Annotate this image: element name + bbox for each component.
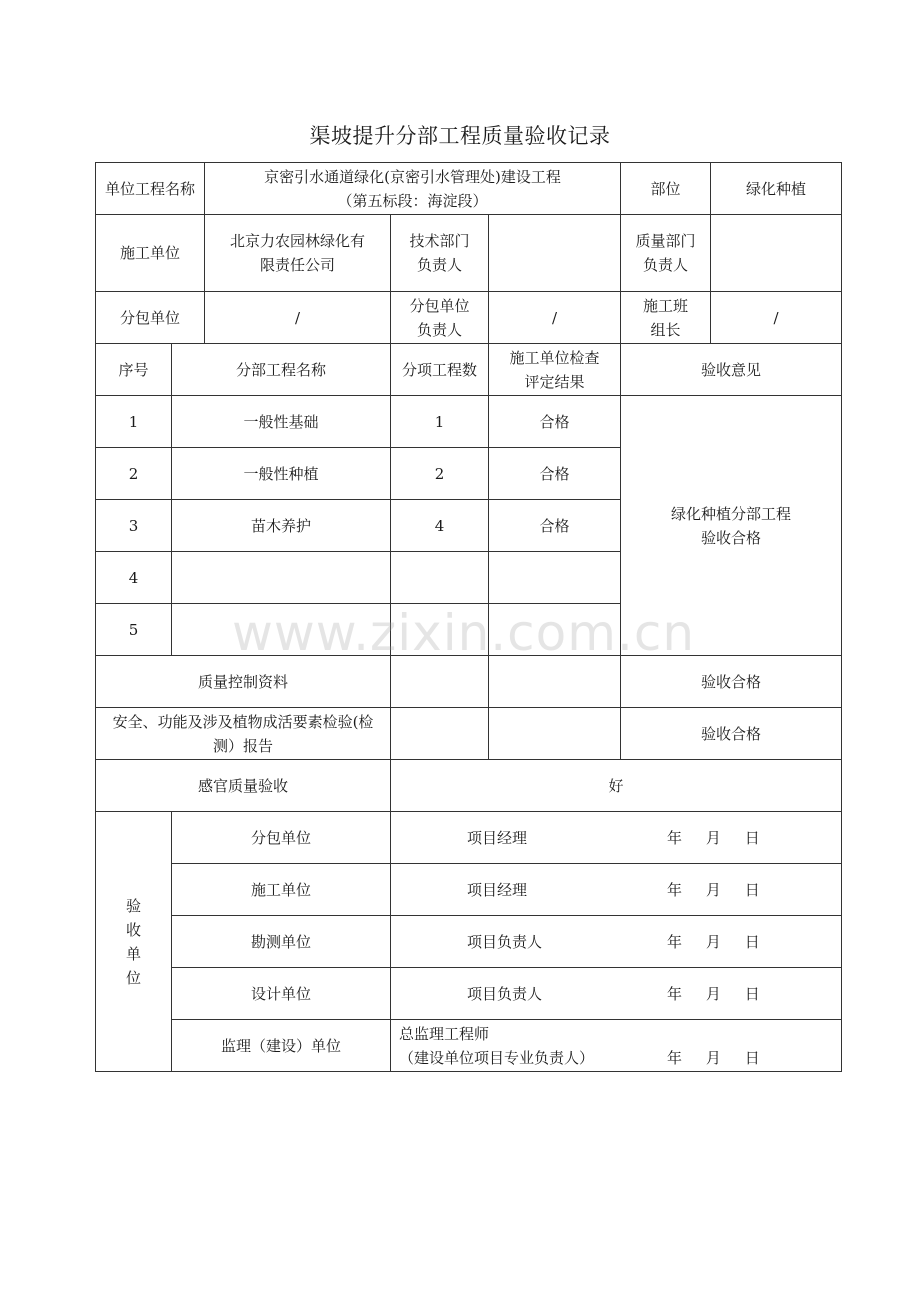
acceptance-units-char: 验 — [125, 896, 141, 915]
unit-project-row — [96, 163, 842, 215]
acceptance-opinion — [621, 396, 842, 656]
unit-project-label: 单位工程名称 — [96, 163, 205, 215]
construction-unit-value — [205, 215, 391, 292]
subcontract-lead-label — [391, 292, 489, 344]
signature-field — [391, 916, 842, 968]
watermark: www.zixin.com.cn — [232, 604, 696, 662]
quality-dept-label — [621, 215, 711, 292]
part-label: 部位 — [621, 163, 711, 215]
safety-report-label-line2: 测）报告 — [213, 736, 274, 755]
row-count: 1 — [391, 396, 489, 448]
row-result: 合格 — [489, 500, 621, 552]
signature-unit: 监理（建设）单位 — [172, 1020, 391, 1072]
signature-date: 年 月 日 — [667, 880, 760, 899]
safety-report-count — [391, 708, 489, 760]
acceptance-units-char: 单 — [125, 944, 141, 963]
row-no: 2 — [96, 448, 172, 500]
construction-unit-value-line1: 北京力农园林绿化有 — [230, 232, 366, 250]
subcontract-value: / — [205, 292, 391, 344]
signature-role-line2: （建设单位项目专业负责人） — [399, 1049, 595, 1067]
signature-role-line1: 总监理工程师 — [399, 1025, 490, 1043]
team-lead-label — [621, 292, 711, 344]
acceptance-opinion-line1: 绿化种植分部工程 — [671, 504, 792, 523]
subcontract-lead-label-line2: 负责人 — [417, 320, 463, 339]
signature-role: 项目经理 — [467, 828, 528, 847]
quality-data-count — [391, 656, 489, 708]
row-name: 苗木养护 — [172, 500, 391, 552]
row-name: 一般性基础 — [172, 396, 391, 448]
signature-role: 项目负责人 — [467, 932, 543, 951]
col-check-line2: 评定结果 — [524, 372, 585, 391]
acceptance-units-char: 收 — [125, 920, 141, 939]
team-lead-label-line1: 施工班 — [643, 296, 689, 315]
col-check-header — [489, 344, 621, 396]
quality-data-row — [96, 656, 842, 708]
signature-unit: 勘测单位 — [172, 916, 391, 968]
sensory-quality-label: 感官质量验收 — [96, 760, 391, 812]
signature-unit: 分包单位 — [172, 812, 391, 864]
quality-dept-label-line1: 质量部门 — [635, 232, 696, 250]
signature-date: 年 月 日 — [667, 1049, 760, 1067]
row-no: 5 — [96, 604, 172, 656]
tech-dept-value — [489, 215, 621, 292]
unit-project-value-line2: （第五标段：海淀段） — [337, 191, 488, 210]
row-result: 合格 — [489, 448, 621, 500]
signature-row — [96, 968, 842, 1020]
signature-row — [96, 812, 842, 864]
unit-project-value — [205, 163, 621, 215]
sensory-quality-row — [96, 760, 842, 812]
tech-dept-label — [391, 215, 489, 292]
construction-unit-row — [96, 215, 842, 292]
subcontract-row — [96, 292, 842, 344]
subcontract-lead-value: / — [489, 292, 621, 344]
acceptance-units-label — [96, 812, 172, 1072]
row-no: 1 — [96, 396, 172, 448]
document-title: 渠坡提升分部工程质量验收记录 — [309, 124, 611, 148]
subcontract-label: 分包单位 — [96, 292, 205, 344]
row-count — [391, 604, 489, 656]
col-name-header: 分部工程名称 — [172, 344, 391, 396]
row-count: 2 — [391, 448, 489, 500]
quality-dept-value — [711, 215, 842, 292]
construction-unit-value-line2: 限责任公司 — [260, 256, 336, 274]
sensory-quality-value: 好 — [391, 760, 842, 812]
subcontract-lead-label-line1: 分包单位 — [409, 296, 470, 315]
tech-dept-label-line2: 负责人 — [417, 256, 463, 274]
signature-date: 年 月 日 — [667, 984, 760, 1003]
team-lead-label-line2: 组长 — [650, 320, 681, 339]
row-no: 3 — [96, 500, 172, 552]
quality-data-opinion: 验收合格 — [621, 656, 842, 708]
signature-role: 项目经理 — [467, 880, 528, 899]
col-no-header — [96, 344, 172, 396]
safety-report-label-line1: 安全、功能及涉及植物成活要素检验(检 — [112, 712, 374, 731]
signature-unit: 设计单位 — [172, 968, 391, 1020]
col-no-text: 序号 — [118, 360, 149, 379]
acceptance-record-table — [95, 162, 842, 1072]
row-result — [489, 604, 621, 656]
row-result — [489, 552, 621, 604]
part-value: 绿化种植 — [711, 163, 842, 215]
row-count — [391, 552, 489, 604]
col-opinion-header: 验收意见 — [621, 344, 842, 396]
quality-data-check — [489, 656, 621, 708]
construction-unit-label: 施工单位 — [96, 215, 205, 292]
acceptance-opinion-line2: 验收合格 — [701, 528, 762, 547]
acceptance-units-char: 位 — [125, 968, 141, 987]
signature-field — [391, 968, 842, 1020]
col-count-header: 分项工程数 — [391, 344, 489, 396]
signature-date: 年 月 日 — [667, 828, 760, 847]
signature-role: 项目负责人 — [467, 984, 543, 1003]
row-name: 一般性种植 — [172, 448, 391, 500]
row-no: 4 — [96, 552, 172, 604]
signature-row — [96, 1020, 842, 1072]
safety-report-label — [96, 708, 391, 760]
safety-report-opinion: 验收合格 — [621, 708, 842, 760]
quality-data-label: 质量控制资料 — [96, 656, 391, 708]
row-name — [172, 552, 391, 604]
safety-report-row — [96, 708, 842, 760]
signature-field — [391, 864, 842, 916]
table-row — [96, 396, 842, 448]
signature-field — [391, 812, 842, 864]
team-lead-value: / — [711, 292, 842, 344]
tech-dept-label-line1: 技术部门 — [409, 232, 470, 250]
unit-project-value-line1: 京密引水通道绿化(京密引水管理处)建设工程 — [264, 167, 561, 186]
signature-row — [96, 916, 842, 968]
row-name — [172, 604, 391, 656]
signature-date: 年 月 日 — [667, 932, 760, 951]
quality-dept-label-line2: 负责人 — [643, 256, 689, 274]
column-header-row — [96, 344, 842, 396]
col-check-line1: 施工单位检查 — [509, 348, 600, 367]
row-result: 合格 — [489, 396, 621, 448]
signature-row — [96, 864, 842, 916]
row-count: 4 — [391, 500, 489, 552]
signature-unit: 施工单位 — [172, 864, 391, 916]
signature-field — [391, 1020, 842, 1072]
safety-report-check — [489, 708, 621, 760]
